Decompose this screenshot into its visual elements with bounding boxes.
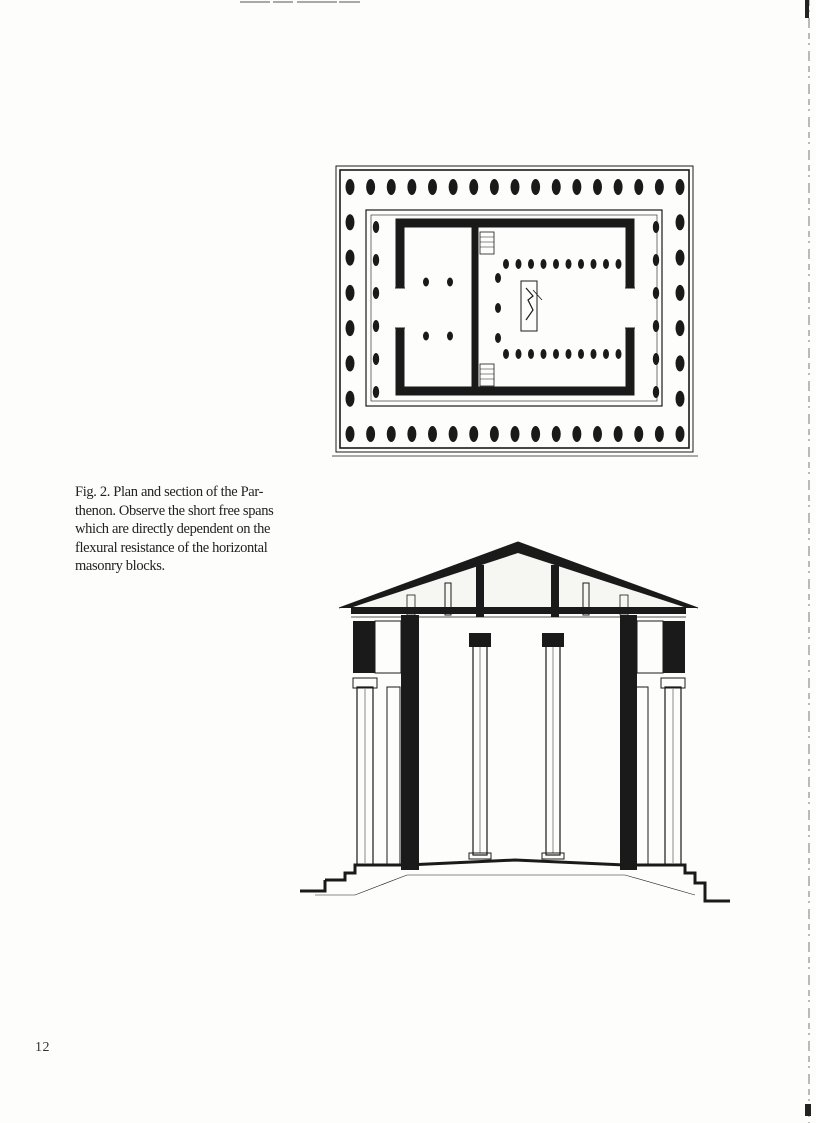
plan-column: [541, 349, 547, 359]
plan-column: [346, 285, 355, 301]
plan-column: [653, 221, 659, 233]
plan-column: [407, 426, 416, 442]
plan-column: [552, 179, 561, 195]
plan-column: [572, 179, 581, 195]
plan-column: [653, 254, 659, 266]
plan-column: [373, 254, 379, 266]
plan-column: [428, 179, 437, 195]
plan-column: [387, 179, 396, 195]
page-number: 12: [35, 1040, 50, 1055]
parthenon-section-drawing: [295, 535, 730, 915]
plan-column: [653, 320, 659, 332]
plan-column: [676, 250, 685, 266]
plan-column: [516, 349, 522, 359]
plan-column: [346, 250, 355, 266]
plan-column: [572, 426, 581, 442]
plan-column: [603, 349, 609, 359]
plan-column: [676, 320, 685, 336]
plan-column: [614, 426, 623, 442]
plan-column: [634, 179, 643, 195]
plan-column: [676, 285, 685, 301]
plan-column: [516, 259, 522, 269]
plan-column: [528, 259, 534, 269]
plan-column: [531, 179, 540, 195]
plan-column: [447, 332, 453, 341]
plan-column: [373, 320, 379, 332]
plan-column: [578, 349, 584, 359]
plan-column: [373, 386, 379, 398]
plan-column: [469, 426, 478, 442]
plan-column: [366, 426, 375, 442]
plan-column: [428, 426, 437, 442]
plan-column: [503, 349, 509, 359]
plan-column: [366, 179, 375, 195]
plan-column: [447, 278, 453, 287]
plan-column: [653, 287, 659, 299]
plan-column: [511, 179, 520, 195]
plan-column: [655, 426, 664, 442]
plan-column: [676, 355, 685, 371]
plan-column: [541, 259, 547, 269]
plan-column: [495, 303, 501, 313]
plan-column: [490, 179, 499, 195]
plan-column: [373, 353, 379, 365]
plan-column: [616, 349, 622, 359]
plan-column: [655, 179, 664, 195]
plan-column: [373, 221, 379, 233]
plan-column: [593, 426, 602, 442]
plan-column: [346, 179, 355, 195]
plan-column: [553, 259, 559, 269]
plan-column: [423, 278, 429, 287]
plan-column: [346, 355, 355, 371]
plan-column: [449, 426, 458, 442]
plan-column: [469, 179, 478, 195]
plan-column: [566, 349, 572, 359]
plan-column: [503, 259, 509, 269]
scan-edge-artifact: [800, 0, 816, 1123]
figure-caption: Fig. 2. Plan and section of the Par- thenon. Observe the short free spans which are directly dependent on the flexural resistance of the horizontal masonry blocks.: [75, 484, 274, 575]
plan-column: [387, 426, 396, 442]
plan-column: [531, 426, 540, 442]
plan-column: [553, 349, 559, 359]
plan-column: [511, 426, 520, 442]
plan-column: [591, 259, 597, 269]
plan-column: [373, 287, 379, 299]
plan-column: [676, 214, 685, 230]
plan-column: [653, 386, 659, 398]
plan-column: [423, 332, 429, 341]
plan-column: [578, 259, 584, 269]
plan-column: [490, 426, 499, 442]
plan-column: [346, 320, 355, 336]
plan-column: [495, 333, 501, 343]
plan-column: [591, 349, 597, 359]
plan-column: [616, 259, 622, 269]
plan-column: [552, 426, 561, 442]
plan-column: [676, 426, 685, 442]
plan-column: [346, 391, 355, 407]
plan-column: [614, 179, 623, 195]
plan-column: [593, 179, 602, 195]
plan-column: [676, 391, 685, 407]
plan-column: [566, 259, 572, 269]
plan-column: [495, 273, 501, 283]
plan-column: [346, 214, 355, 230]
plan-column: [653, 353, 659, 365]
plan-column: [528, 349, 534, 359]
plan-column: [603, 259, 609, 269]
scan-artifact-top: [240, 0, 360, 4]
plan-column: [346, 426, 355, 442]
plan-column: [449, 179, 458, 195]
parthenon-plan-drawing: [330, 160, 700, 460]
plan-column: [634, 426, 643, 442]
plan-column: [676, 179, 685, 195]
plan-column: [407, 179, 416, 195]
